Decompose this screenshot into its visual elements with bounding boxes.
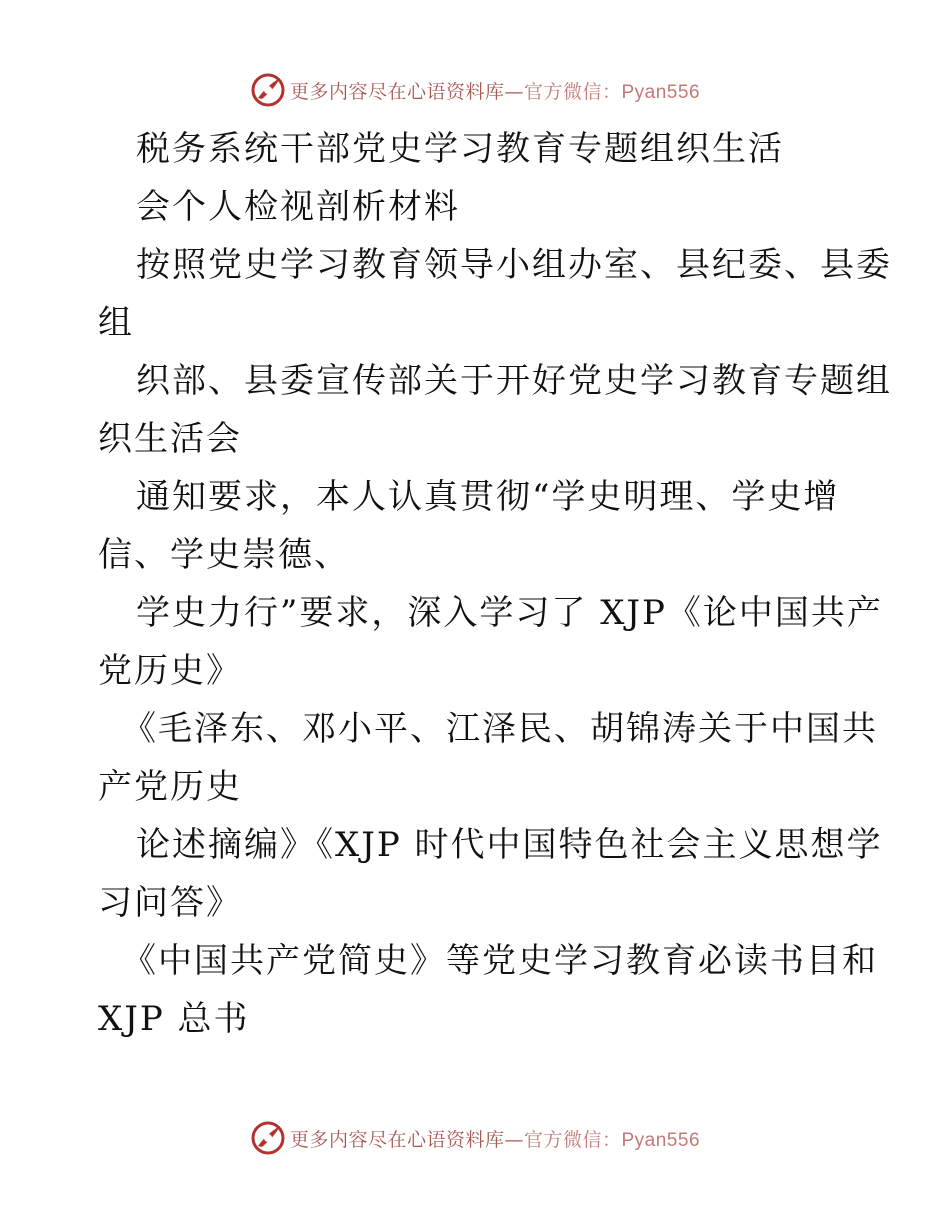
header-banner-text <box>290 77 700 104</box>
doc-line: 信、学史崇德、 <box>98 535 350 575</box>
doc-line: 织部、县委宣传部关于开好党史学习教育专题组 <box>136 361 892 401</box>
doc-title-line-1: 税务系统干部党史学习教育专题组织生活 <box>136 129 784 169</box>
doc-line: 习问答》 <box>98 883 242 923</box>
banner-separator: — <box>504 1128 524 1151</box>
wechat-id: 官方微信：Pyan556 <box>524 81 701 103</box>
doc-line: 论述摘编》《XJP 时代中国特色社会主义思想学 <box>136 825 883 865</box>
quill-logo-icon <box>250 72 286 108</box>
document-body <box>98 120 892 1048</box>
wechat-id: 官方微信：Pyan556 <box>524 1129 701 1151</box>
header-banner <box>0 70 950 110</box>
doc-line: 《中国共产党简史》等党史学习教育必读书目和 <box>122 941 878 981</box>
doc-line: 按照党史学习教育领导小组办室、县纪委、县委 <box>136 245 892 285</box>
site-name: 更多内容尽在心语资料库 <box>289 1128 505 1151</box>
site-name: 更多内容尽在心语资料库 <box>289 80 505 103</box>
doc-line: 学史力行”要求，深入学习了 XJP《论中国共产 <box>136 593 883 633</box>
doc-line: 通知要求，本人认真贯彻“学史明理、学史增 <box>136 477 840 517</box>
banner-separator: — <box>504 80 524 103</box>
doc-line: 织生活会 <box>98 419 242 459</box>
footer-banner-text <box>290 1125 700 1152</box>
quill-logo-icon <box>250 1120 286 1156</box>
footer-banner <box>0 1118 950 1158</box>
doc-line: 组 <box>98 303 134 343</box>
doc-line: 《毛泽东、邓小平、江泽民、胡锦涛关于中国共 <box>122 709 878 749</box>
doc-title-line-2: 会个人检视剖析材料 <box>136 187 460 227</box>
doc-line: 产党历史 <box>98 767 242 807</box>
doc-line: XJP 总书 <box>98 999 250 1039</box>
doc-line: 党历史》 <box>98 651 242 691</box>
